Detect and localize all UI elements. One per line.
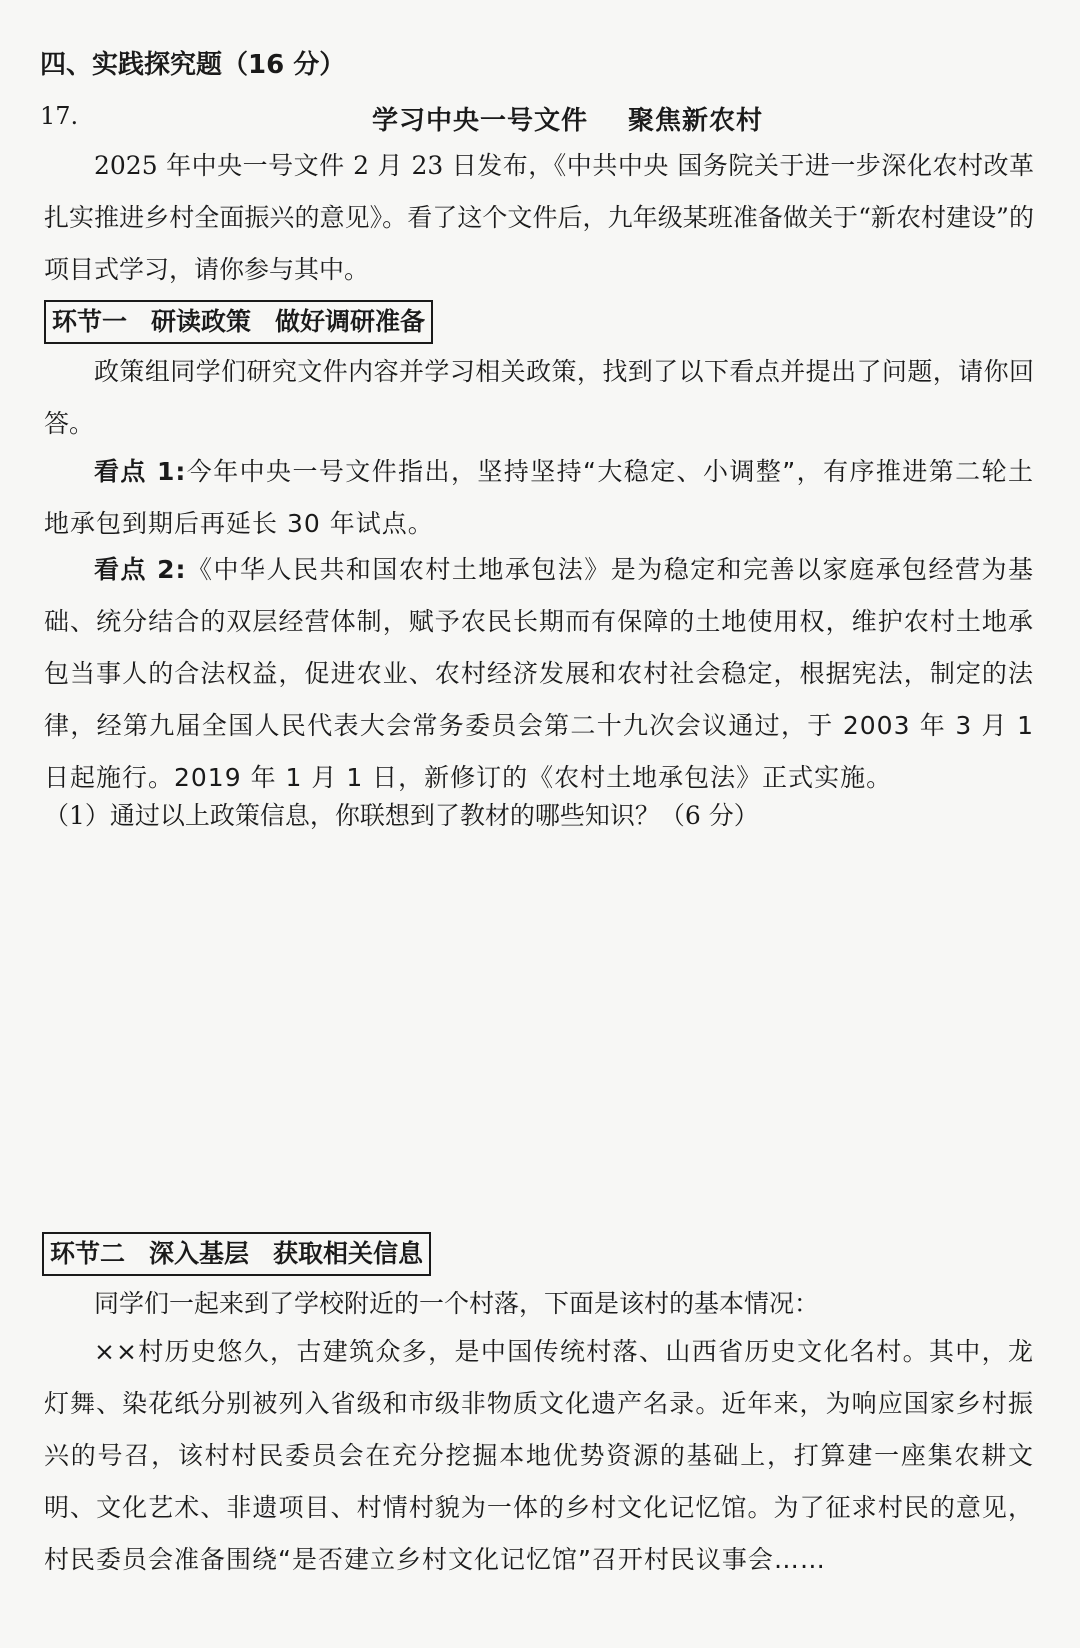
- question-title: [372, 100, 763, 137]
- step2-heading-b: 获取相关信息: [273, 1239, 424, 1268]
- point1-label: 看点 1:: [94, 457, 187, 486]
- step1-heading-a: 研读政策: [151, 307, 252, 336]
- step1-label: 环节一: [52, 307, 128, 336]
- village-description: ××村历史悠久，古建筑众多，是中国传统村落、山西省历史文化名村。其中，龙灯舞、染花纸分别被列入省级和市级非物质文化遗产名录。近年来，为响应国家乡村振兴的号召，该村村民委员会在充分挖掘本地优势资源的基础上，打算建一座集农耕文明、文化艺术、非遗项目、村情村貌为一体的乡村文化记忆馆。为了征求村民的意见，村民委员会准备围绕“是否建立乡村文化记忆馆”召开村民议事会……: [44, 1337, 1034, 1574]
- question-intro: [44, 140, 1034, 296]
- question-title-part2: 聚焦新农村: [628, 106, 764, 136]
- step2-box: [42, 1232, 431, 1276]
- step2-label: 环节二: [50, 1239, 126, 1268]
- point2-label: 看点 2:: [94, 555, 187, 584]
- step2-body-block: [44, 1326, 1034, 1586]
- point1-block: [44, 446, 1034, 550]
- question-number: 17.: [40, 102, 79, 130]
- step2-lead-block: [44, 1278, 1034, 1330]
- section-title: 四、实践探究题（16 分）: [40, 50, 346, 80]
- step1-lead-block: [44, 346, 1034, 450]
- question1: （1）通过以上政策信息，你联想到了教材的哪些知识？（6 分）: [44, 801, 759, 830]
- point2-text: 《中华人民共和国农村土地承包法》是为稳定和完善以家庭承包经营为基础、统分结合的双层经营体制，赋予农民长期而有保障的土地使用权，维护农村土地承包当事人的合法权益，促进农业、农村经济发展和农村社会稳定，根据宪法，制定的法律，经第九届全国人民代表大会常务委员会第二十九次会议通过，于 2003 年 3 月 1 日起施行。2019 年 1 月 1 日，新修订的《农村土地承包法》正式实施。: [44, 555, 1034, 792]
- point1-text: 今年中央一号文件指出，坚持坚持“大稳定、小调整”，有序推进第二轮土地承包到期后再延长 30 年试点。: [44, 457, 1035, 538]
- intro-paragraph: 2025 年中央一号文件 2 月 23 日发布，《中共中央 国务院关于进一步深化农村改革扎实推进乡村全面振兴的意见》。看了这个文件后，九年级某班准备做关于“新农村建设”的项目式学习，请你参与其中。: [44, 151, 1034, 284]
- question-title-part1: 学习中央一号文件: [372, 106, 589, 136]
- question1-block: [44, 790, 1034, 842]
- step1-heading-b: 做好调研准备: [275, 307, 426, 336]
- step2-lead: 同学们一起来到了学校附近的一个村落，下面是该村的基本情况：: [94, 1289, 820, 1318]
- point2-block: [44, 544, 1034, 804]
- step1-box: [44, 300, 433, 344]
- step2-heading-a: 深入基层: [149, 1239, 250, 1268]
- point1-paragraph: [44, 446, 1034, 550]
- step1-lead: 政策组同学们研究文件内容并学习相关政策，找到了以下看点并提出了问题，请你回答。: [44, 357, 1034, 438]
- point2-paragraph: [44, 544, 1034, 804]
